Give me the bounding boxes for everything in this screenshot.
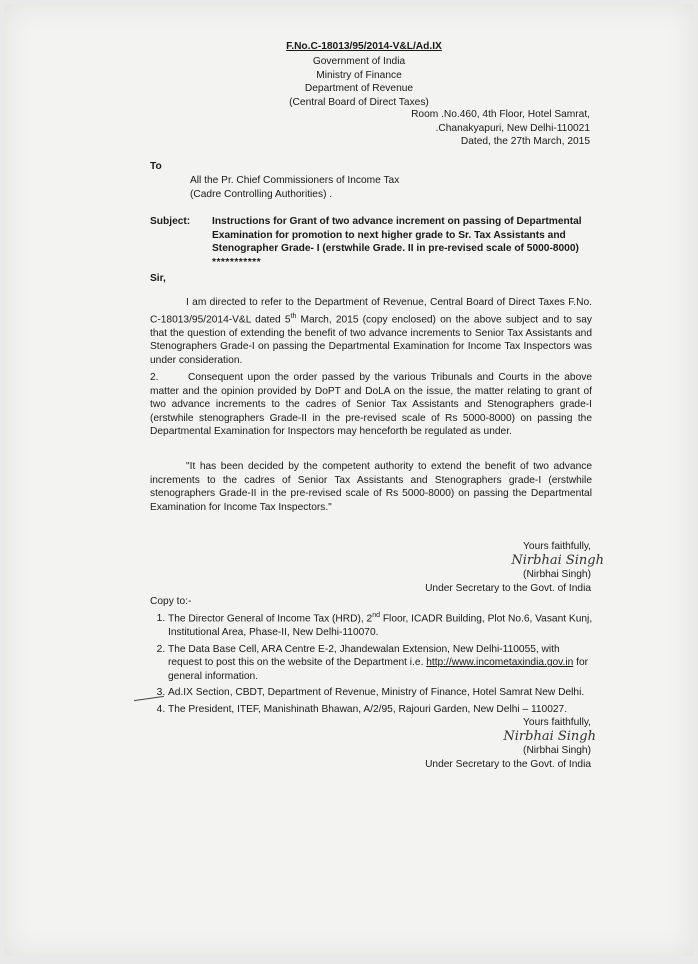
- copy-item-1: [168, 609, 596, 640]
- copy-item-2-text-a: The Data Base Cell, ARA Centre E-2, Jhandewalan Extension, New Delhi-110055, with request to post this on the website of the Department i.e.: [168, 643, 560, 669]
- signatory-name-2: (Nirbhai Singh): [523, 745, 591, 756]
- org-line-ministry: Ministry of Finance: [316, 69, 402, 81]
- decision-quote: "It has been decided by the competent authority to extend the benefit of two advance increments to the cadres of Senior Tax Assistants and Stenographers grade-I (erstwhile stenographers Grade-II in the pre-revised scale of Rs 5000-8000) on passing the Departmental Examination for Income Tax Inspectors.": [150, 461, 592, 513]
- org-line-government: Government of India: [312, 56, 406, 67]
- org-line-department: Department of Revenue: [304, 83, 414, 95]
- subject-label: Subject:: [150, 216, 191, 227]
- document-page: [4, 4, 694, 956]
- copy-to-list: [150, 609, 596, 720]
- copy-item-3: 3. Ad.IX Section, CBDT, Department of Revenue, Ministry of Finance, Hotel Samrat New Delhi.: [168, 686, 596, 700]
- signatory-name-1: (Nirbhai Singh): [523, 569, 591, 580]
- org-block: [244, 55, 474, 109]
- signatory-designation-1: Under Secretary to the Govt. of India: [425, 583, 591, 594]
- salutation: Sir,: [150, 273, 166, 284]
- subject-stars: ***********: [212, 257, 262, 268]
- closing-1: Yours faithfully,: [523, 541, 591, 552]
- copy-item-4: 4. The President, ITEF, Manishinath Bhawan, A/2/95, Rajouri Garden, New Delhi – 110027.: [168, 703, 596, 717]
- signatory-designation-2: Under Secretary to the Govt. of India: [425, 759, 591, 770]
- recipient-block: [190, 174, 490, 201]
- handwritten-signature-2: Nirbhai Singh: [503, 729, 596, 744]
- copy-item-2: [168, 643, 596, 684]
- paragraph-1-sup: th: [290, 312, 297, 320]
- copy-item-2-text-b: for general information.: [168, 657, 589, 682]
- org-line-board: (Central Board of Direct Taxes): [289, 96, 429, 108]
- copy-to-label: Copy to:-: [150, 596, 192, 607]
- date-line: Dated, the 27th March, 2015: [460, 136, 590, 148]
- website-link[interactable]: http://www.incometaxindia.gov.in: [426, 657, 574, 669]
- recipient-line-1: All the Pr. Chief Commissioners of Income Tax: [190, 175, 400, 186]
- to-label: To: [150, 161, 162, 172]
- address-block: [334, 108, 590, 149]
- copy-item-1-sup: nd: [372, 612, 380, 619]
- paragraph-1: [150, 296, 592, 367]
- file-number: F.No.C-18013/95/2014-V&L/Ad.IX: [286, 41, 442, 52]
- closing-2: Yours faithfully,: [523, 717, 591, 728]
- paragraph-2: [150, 371, 592, 439]
- recipient-line-2: (Cadre Controlling Authorities) .: [190, 188, 333, 200]
- subject-text: Instructions for Grant of two advance increment on passing of Departmental Examination for promotion to next higher grade to Sr. Tax Assistants and Stenographer Grade- I (erstwhile Grade. II in pre-revised scale of 5000-8000): [212, 216, 582, 255]
- address-line-1: Room .No.460, 4th Floor, Hotel Samrat,: [411, 109, 590, 120]
- copy-item-1-text-a: The Director General of Income Tax (HRD), 2: [168, 613, 373, 625]
- handwritten-signature-1: Nirbhai Singh: [511, 553, 604, 568]
- paragraph-2-number: 2.: [150, 372, 159, 383]
- paragraph-2-text: Consequent upon the order passed by the various Tribunals and Courts in the above matter and the opinion provided by DoPT and DoLA on the issue, the matter relating to grant of two advance increments to the cadres of Senior Tax Assistants and Stenographers grade-I (erstwhile stenographers Grade-II in the pre-revised scale of Rs 5000-8000) on passing the Departmental Examination for Inspectors may henceforth be regulated as under.: [150, 372, 592, 438]
- address-line-2: .Chanakyapuri, New Delhi-110021: [435, 122, 590, 134]
- paragraph-1-text-a: I am directed to refer to the Department of Revenue, Central Board of Direct Taxes F.No. C-18013/95/2014-V&L dated 5: [150, 297, 592, 325]
- copy-item-1-text-b: Floor, ICADR Building, Plot No.6, Vasant Kunj, Institutional Area, Phase-II, New Delhi-110070.: [168, 613, 593, 638]
- paragraph-1-text-b: March, 2015 (copy enclosed) on the above subject and to say that the question of extending the benefit of two advance increments to Senior Tax Assistants and Stenographers Grade-I on passing the Departmental Examination for Income Tax Inspectors was under consideration.: [150, 313, 592, 366]
